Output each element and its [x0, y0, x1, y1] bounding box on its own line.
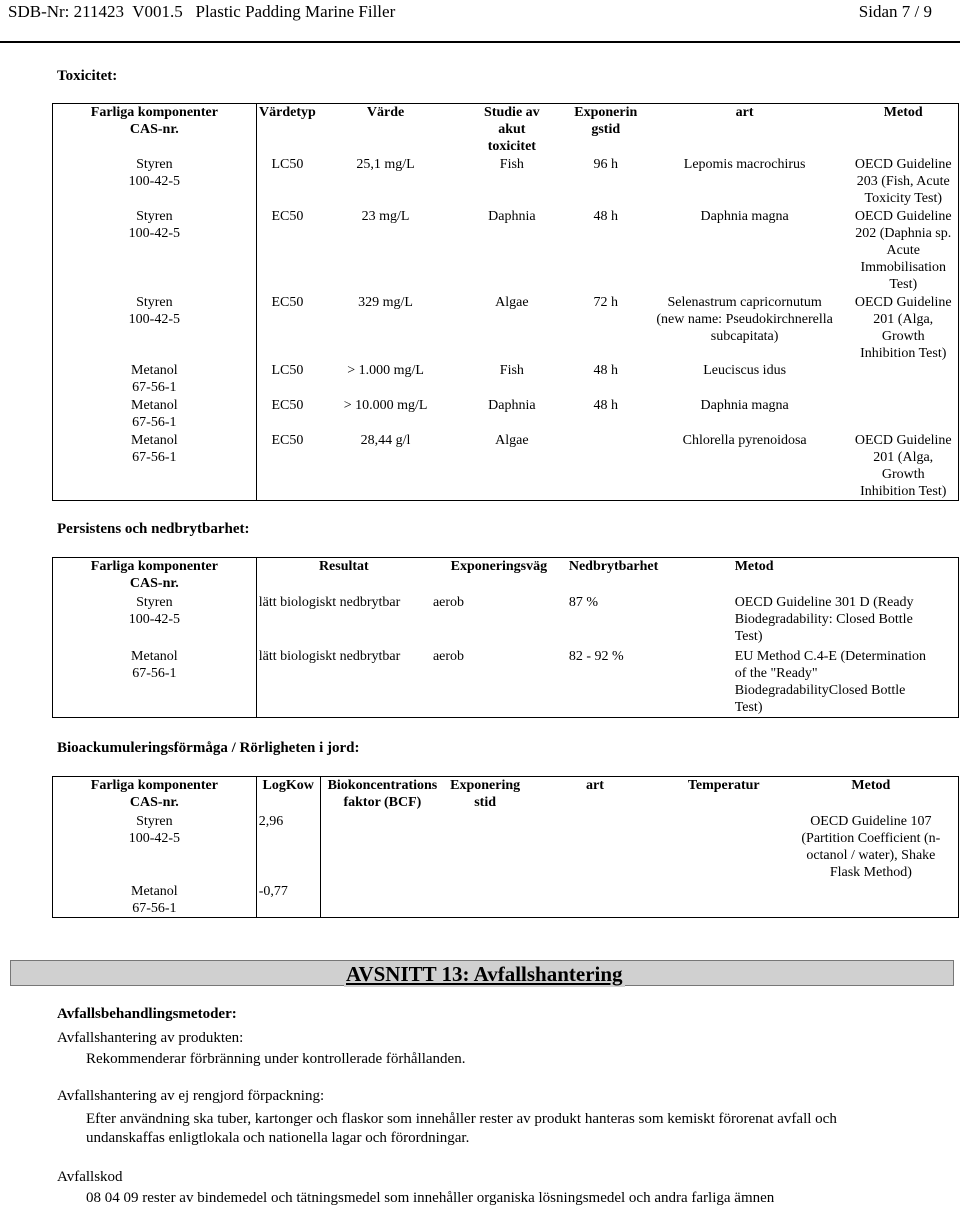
value-type-cell: EC50	[271, 432, 304, 448]
study-cell: Fish	[499, 156, 524, 172]
value-type-cell: EC50	[271, 397, 304, 413]
bioaccumulation-table	[52, 776, 959, 918]
table-row	[53, 883, 959, 918]
exposure-time-cell	[444, 883, 526, 918]
component-cell: Styren 100-42-5	[53, 156, 257, 208]
method-cell	[849, 362, 959, 397]
col-method: Metod	[734, 559, 774, 574]
col-components: Farliga komponenter CAS-nr.	[53, 104, 257, 156]
table-header-row	[53, 558, 959, 594]
exposure-time-cell: 48 h	[593, 208, 618, 224]
value-type-cell: LC50	[271, 362, 304, 378]
toxicity-table	[52, 103, 959, 501]
value-cell: 25,1 mg/L	[356, 156, 415, 172]
col-temperature: Temperatur	[687, 778, 760, 793]
table-row	[53, 208, 959, 294]
exposure-time-cell	[444, 813, 526, 883]
study-cell: Daphnia	[488, 208, 536, 224]
method-cell: OECD Guideline 301 D (Ready Biodegradability: Closed Bottle Test)	[734, 594, 914, 644]
exposure-route-cell: aerob	[432, 594, 465, 610]
exposure-time-cell: 48 h	[593, 362, 618, 378]
persistence-heading: Persistens och nedbrytbarhet:	[57, 521, 250, 537]
col-value-type: Värdetyp	[259, 105, 316, 120]
logkow-cell: -0,77	[256, 883, 320, 918]
bcf-cell	[320, 883, 444, 918]
col-components: Farliga komponenter CAS-nr.	[53, 777, 257, 813]
header-rule	[0, 41, 960, 43]
temperature-cell	[664, 813, 784, 883]
result-cell: lätt biologiskt nedbrytbar	[258, 594, 401, 610]
col-study: Studie av akut toxicitet	[484, 105, 540, 154]
exposure-time-cell	[571, 432, 641, 501]
method-cell: OECD Guideline 201 (Alga, Growth Inhibition Test)	[854, 294, 952, 361]
table-header-row	[53, 104, 959, 156]
product-waste-label: Avfallshantering av produkten:	[57, 1030, 244, 1046]
table-row	[53, 294, 959, 362]
col-result: Resultat	[318, 559, 369, 574]
persistence-table	[52, 557, 959, 718]
col-degradability: Nedbrytbarhet	[568, 559, 659, 574]
table-row	[53, 397, 959, 432]
component-cell: Metanol 67-56-1	[53, 362, 257, 397]
method-cell: OECD Guideline 202 (Daphnia sp. Acute Immobilisation Test)	[854, 208, 952, 292]
component-cell: Metanol 67-56-1	[53, 432, 257, 501]
table-row	[53, 594, 959, 648]
species-cell: Daphnia magna	[700, 397, 789, 413]
method-cell: OECD Guideline 203 (Fish, Acute Toxicity Test)	[854, 156, 952, 206]
component-cell: Metanol 67-56-1	[53, 397, 257, 432]
species-cell: Daphnia magna	[700, 208, 789, 224]
exposure-time-cell: 48 h	[593, 397, 618, 413]
study-cell: Daphnia	[488, 397, 536, 413]
component-cell: Styren 100-42-5	[53, 294, 257, 362]
page-number: Sidan 7 / 9	[858, 2, 932, 21]
species-cell: Chlorella pyrenoidosa	[682, 432, 807, 448]
packaging-waste-text-1: Efter användning ska tuber, kartonger och flaskor som innehåller rester av produkt hanteras som kemiskt förorenat avfall och	[86, 1111, 837, 1127]
value-cell: 23 mg/L	[361, 208, 410, 224]
col-exposure-route: Exponeringsväg	[450, 559, 548, 574]
col-bcf: Biokoncentrations faktor (BCF)	[327, 778, 438, 810]
method-cell	[849, 397, 959, 432]
exposure-time-cell: 72 h	[593, 294, 618, 310]
value-cell: 329 mg/L	[358, 294, 413, 310]
species-cell: Lepomis macrochirus	[683, 156, 806, 172]
species-cell: Leuciscus idus	[703, 362, 787, 378]
study-cell: Algae	[495, 294, 529, 310]
value-cell: > 1.000 mg/L	[347, 362, 424, 378]
result-cell: lätt biologiskt nedbrytbar	[258, 648, 401, 664]
packaging-waste-text-2: undanskaffas enligtlokala och nationella lagar och förordningar.	[86, 1130, 470, 1146]
toxicity-heading: Toxicitet:	[57, 68, 118, 84]
method-cell: OECD Guideline 201 (Alga, Growth Inhibition Test)	[854, 432, 952, 499]
study-cell: Fish	[499, 362, 524, 378]
component-cell: Metanol 67-56-1	[53, 648, 257, 718]
value-cell: 28,44 g/l	[360, 432, 411, 448]
table-row	[53, 813, 959, 883]
degradability-cell: 82 - 92 %	[568, 648, 624, 664]
col-value: Värde	[366, 105, 405, 120]
component-cell: Metanol 67-56-1	[53, 883, 257, 918]
version: V001.5	[132, 2, 183, 21]
table-row	[53, 648, 959, 718]
degradability-cell: 87 %	[568, 594, 599, 610]
col-species: art	[735, 105, 754, 120]
waste-code-label: Avfallskod	[57, 1169, 123, 1185]
section-13-title: AVSNITT 13: Avfallshantering	[346, 962, 623, 986]
bioaccumulation-heading: Bioackumuleringsförmåga / Rörligheten i jord:	[57, 740, 360, 756]
component-cell: Styren 100-42-5	[53, 594, 257, 648]
logkow-cell: 2,96	[256, 813, 320, 883]
product-waste-text: Rekommenderar förbränning under kontrollerade förhållanden.	[86, 1051, 466, 1067]
col-components: Farliga komponenter CAS-nr.	[53, 558, 257, 594]
col-species: art	[586, 778, 604, 793]
waste-methods-heading: Avfallsbehandlingsmetoder:	[57, 1006, 237, 1022]
component-cell: Styren 100-42-5	[53, 813, 257, 883]
method-cell: EU Method C.4-E (Determination of the "Ready" BiodegradabilityClosed Bottle Test)	[734, 648, 926, 715]
col-method: Metod	[883, 105, 923, 120]
packaging-waste-label: Avfallshantering av ej rengjord förpackning:	[57, 1088, 325, 1104]
species-cell: Selenastrum capricornutum (new name: Pseudokirchnerella subcapitata)	[656, 294, 833, 344]
value-type-cell: EC50	[271, 208, 304, 224]
exposure-route-cell: aerob	[432, 648, 465, 664]
value-type-cell: LC50	[271, 156, 304, 172]
waste-code-text: 08 04 09 rester av bindemedel och tätningsmedel som innehåller organiska lösningsmedel och andra farliga ämnen	[86, 1190, 775, 1206]
table-row	[53, 156, 959, 208]
study-cell: Algae	[495, 432, 529, 448]
header-left	[8, 2, 395, 22]
species-cell	[526, 813, 664, 883]
component-cell: Styren 100-42-5	[53, 208, 257, 294]
method-cell	[784, 883, 959, 918]
exposure-time-cell: 96 h	[593, 156, 618, 172]
sdb-number: SDB-Nr: 211423	[8, 2, 125, 21]
product-name: Plastic Padding Marine Filler	[195, 2, 396, 21]
col-method: Metod	[851, 778, 891, 793]
method-cell: OECD Guideline 107 (Partition Coefficient (n- octanol / water), Shake Flask Method)	[801, 813, 941, 880]
col-exposure-time: Exponerin gstid	[574, 105, 638, 137]
value-cell: > 10.000 mg/L	[343, 397, 428, 413]
col-logkow: LogKow	[256, 777, 320, 813]
bcf-cell	[320, 813, 444, 883]
table-row	[53, 362, 959, 397]
value-type-cell: EC50	[271, 294, 304, 310]
table-row	[53, 432, 959, 501]
col-exposure-time: Exponering stid	[450, 778, 521, 810]
table-header-row	[53, 777, 959, 813]
species-cell	[526, 883, 664, 918]
page-header	[0, 0, 960, 26]
temperature-cell	[664, 883, 784, 918]
